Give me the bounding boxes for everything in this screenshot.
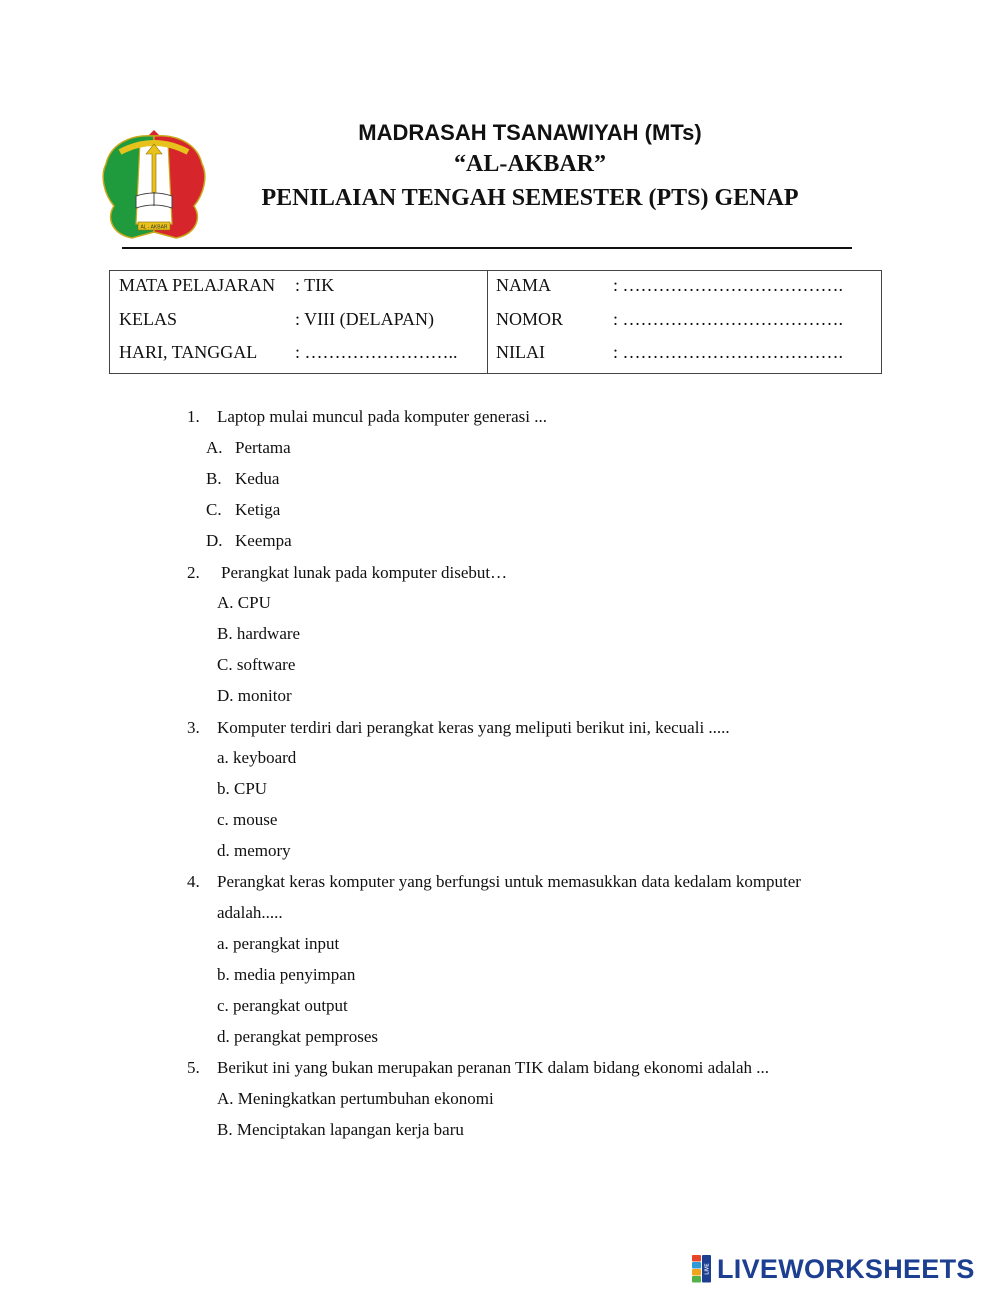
question-text: Perangkat keras komputer yang berfungsi untuk memasukkan data kedalam komputer	[217, 872, 801, 891]
brand-name: LIVEWORKSHEETS	[717, 1253, 975, 1284]
answer-option[interactable]: d. perangkat pemproses	[217, 1027, 378, 1046]
subject-value: : TIK	[295, 275, 335, 295]
answer-option[interactable]: Ketiga	[235, 500, 281, 519]
subject-label: MATA PELAJARAN	[119, 275, 276, 295]
class-value: : VIII (DELAPAN)	[295, 309, 434, 329]
answer-option[interactable]: C. software	[217, 655, 296, 674]
answer-option[interactable]: d. memory	[217, 841, 291, 860]
question-number: 2.	[187, 563, 200, 582]
score-value[interactable]: : ……………………………….	[613, 342, 844, 362]
option-letter: D.	[206, 531, 223, 550]
number-label: NOMOR	[496, 309, 564, 329]
answer-option[interactable]: B. hardware	[217, 624, 301, 643]
answer-option[interactable]: A. Meningkatkan pertumbuhan ekonomi	[217, 1089, 494, 1108]
brand-badge-text: LIVE	[704, 1263, 711, 1275]
question-text-continued: adalah.....	[217, 903, 283, 922]
liveworksheets-logo-icon	[692, 1255, 712, 1283]
score-label: NILAI	[496, 342, 545, 362]
liveworksheets-brand[interactable]	[692, 1252, 975, 1286]
date-value[interactable]: : ……………………..	[295, 342, 458, 362]
answer-option[interactable]: Keempa	[235, 531, 292, 550]
student-info-table	[109, 270, 882, 374]
option-letter: C.	[206, 500, 222, 519]
question-number: 5.	[187, 1058, 200, 1077]
answer-option[interactable]: A. CPU	[217, 593, 271, 612]
school-logo	[98, 124, 210, 242]
answer-option[interactable]: Kedua	[235, 469, 280, 488]
question-text: Perangkat lunak pada komputer disebut…	[221, 563, 508, 582]
option-letter: A.	[206, 438, 223, 457]
question-text: Laptop mulai muncul pada komputer generasi ...	[217, 407, 547, 426]
answer-option[interactable]: Pertama	[235, 438, 291, 457]
answer-option[interactable]: c. perangkat output	[217, 996, 348, 1015]
header-divider	[122, 247, 852, 249]
exam-title: PENILAIAN TENGAH SEMESTER (PTS) GENAP	[261, 185, 799, 211]
question-number: 3.	[187, 718, 200, 737]
option-letter: B.	[206, 469, 222, 488]
question-text: Berikut ini yang bukan merupakan peranan TIK dalam bidang ekonomi adalah ...	[217, 1058, 770, 1077]
answer-option[interactable]: B. Menciptakan lapangan kerja baru	[217, 1120, 464, 1139]
answer-option[interactable]: a. perangkat input	[217, 934, 340, 953]
date-label: HARI, TANGGAL	[119, 342, 258, 362]
question-number: 1.	[187, 407, 200, 426]
number-value[interactable]: : ……………………………….	[613, 309, 844, 329]
answer-option[interactable]: b. CPU	[217, 779, 268, 798]
name-value[interactable]: : ……………………………….	[613, 275, 844, 295]
question-text: Komputer terdiri dari perangkat keras yang meliputi berikut ini, kecuali .....	[217, 718, 730, 737]
name-label: NAMA	[496, 275, 552, 295]
class-label: KELAS	[119, 309, 177, 329]
table-divider	[487, 271, 488, 373]
question-number: 4.	[187, 872, 200, 891]
school-name: “AL-AKBAR”	[453, 151, 606, 177]
answer-option[interactable]: b. media penyimpan	[217, 965, 356, 984]
answer-option[interactable]: a. keyboard	[217, 748, 297, 767]
logo-caption: AL - AKBAR	[140, 224, 168, 231]
answer-option[interactable]: D. monitor	[217, 686, 292, 705]
answer-option[interactable]: c. mouse	[217, 810, 278, 829]
school-title: MADRASAH TSANAWIYAH (MTs)	[358, 120, 702, 145]
